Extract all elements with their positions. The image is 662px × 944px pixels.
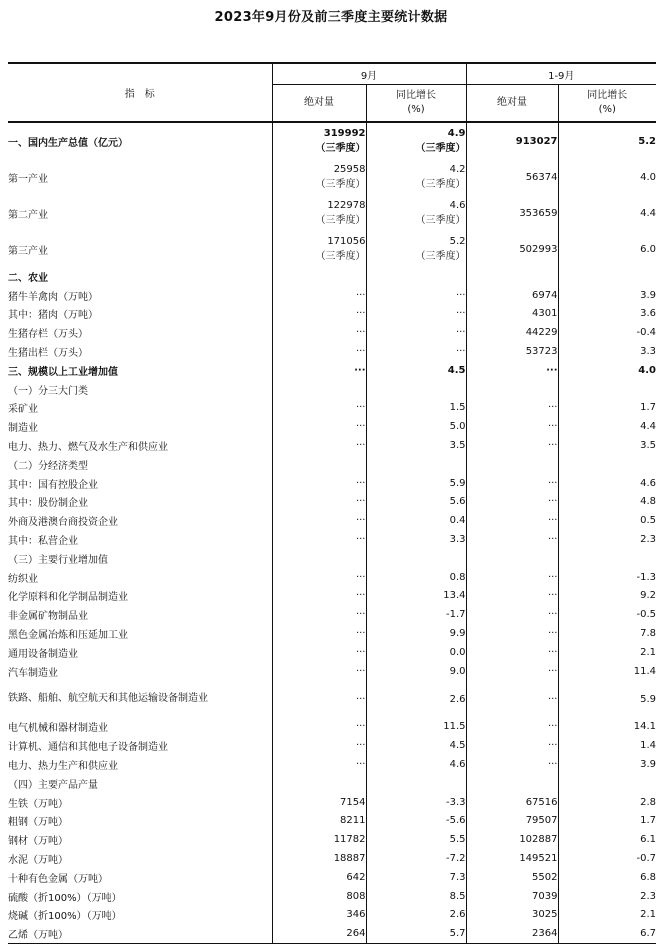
row-label: （四）主要产品产量 [8,779,98,791]
table-row [8,195,656,231]
ytd-yoy-cell: 3.9 [558,286,656,305]
month-abs-cell: 171056 （三季度） [272,231,366,267]
ytd-yoy-cell: 1.7 [558,812,656,831]
table-row [8,624,656,643]
ytd-abs-cell: ··· [466,568,558,587]
ytd-yoy-cell: -0.4 [558,323,656,342]
ytd-yoy-cell: 2.8 [558,793,656,812]
month-abs-cell: ··· [272,511,366,530]
ytd-abs-cell: 79507 [466,812,558,831]
ytd-abs-cell [466,380,558,399]
table-row [8,849,656,868]
row-label: 烧碱（折100%）（万吨） [8,911,122,923]
ytd-abs-cell: 102887 [466,830,558,849]
ytd-group-header: 1-9月 [466,63,656,85]
row-label: 猪牛羊禽肉（万吨） [8,291,98,303]
month-abs-cell [272,774,366,793]
table-row [8,380,656,399]
ytd-abs-cell: 913027 [466,122,558,159]
row-label: 黑色金属冶炼和压延加工业 [8,630,128,642]
month-abs-cell: ··· [272,305,366,324]
table-row [8,924,656,943]
month-yoy-cell: 4.6 [366,755,466,774]
month-abs-cell: 8211 [272,812,366,831]
ytd-abs-cell: ··· [466,587,558,606]
table-row [8,830,656,849]
month-yoy-cell [366,774,466,793]
row-label: 钢材（万吨） [8,836,68,848]
month-abs-cell: ··· [272,474,366,493]
table-row [8,530,656,549]
ytd-abs-cell: 5502 [466,868,558,887]
month-yoy-cell: 5.2 （三季度） [366,231,466,267]
table-row [8,342,656,361]
ytd-abs-cell: ··· [466,681,558,718]
month-abs-cell: ··· [272,587,366,606]
ytd-abs-cell: ··· [466,493,558,512]
row-label: 制造业 [8,423,38,435]
ytd-abs-cell: 53723 [466,342,558,361]
row-label: 粗钢（万吨） [8,817,68,829]
row-label: 第一产业 [8,173,48,185]
ytd-abs-cell: 44229 [466,323,558,342]
row-label: 第三产业 [8,245,48,257]
table-row [8,774,656,793]
month-abs-cell: 319992 （三季度） [272,122,366,159]
table-row [8,587,656,606]
month-yoy-cell: ··· [366,305,466,324]
table-row [8,417,656,436]
month-abs-cell: ··· [272,681,366,718]
row-label: 铁路、船舶、航空航天和其他运输设备制造业 [8,693,208,705]
ytd-abs-cell: ··· [466,643,558,662]
ytd-yoy-cell: 2.3 [558,530,656,549]
table-row [8,906,656,925]
ytd-yoy-cell: 6.1 [558,830,656,849]
ytd-yoy-cell: -0.5 [558,605,656,624]
ytd-yoy-cell: 4.8 [558,493,656,512]
row-label: 生猪存栏（万头） [8,329,88,341]
ytd-abs-header: 绝对量 [466,85,558,123]
month-abs-cell: 808 [272,887,366,906]
ytd-yoy-cell: 4.0 [558,361,656,380]
month-abs-cell: ··· [272,736,366,755]
row-label: 其中：国有控股企业 [8,479,98,491]
month-yoy-cell: 8.5 [366,887,466,906]
month-abs-cell: ··· [272,417,366,436]
ytd-abs-cell: ··· [466,417,558,436]
month-yoy-cell: 5.6 [366,493,466,512]
ytd-yoy-cell: 2.1 [558,906,656,925]
month-yoy-header: 同比增长 (%) [366,85,466,123]
table-row [8,286,656,305]
row-label: 电力、热力生产和供应业 [8,761,118,773]
month-abs-cell: 11782 [272,830,366,849]
month-yoy-cell: ··· [366,286,466,305]
ytd-abs-cell: 67516 [466,793,558,812]
table-row [8,643,656,662]
row-label: 通用设备制造业 [8,648,78,660]
month-yoy-cell: 2.6 [366,681,466,718]
table-row [8,812,656,831]
month-yoy-cell: 5.5 [366,830,466,849]
month-abs-header: 绝对量 [272,85,366,123]
ytd-abs-cell [466,267,558,286]
ytd-abs-cell: ··· [466,605,558,624]
month-abs-cell: 25958 （三季度） [272,159,366,195]
month-yoy-cell [366,455,466,474]
table-row [8,436,656,455]
row-label: 二、农业 [8,272,48,284]
table-row [8,549,656,568]
month-yoy-cell: 4.6 （三季度） [366,195,466,231]
statistics-table [8,62,656,944]
ytd-yoy-cell: 1.7 [558,399,656,418]
ytd-abs-cell: ··· [466,474,558,493]
row-label: 三、规模以上工业增加值 [8,366,118,378]
row-label: 外商及港澳台商投资企业 [8,517,118,529]
month-yoy-cell: -5.6 [366,812,466,831]
ytd-yoy-cell: 14.1 [558,718,656,737]
row-label: 电气机械和器材制造业 [8,723,108,735]
row-label: （一）分三大门类 [8,385,88,397]
ytd-abs-cell: 4301 [466,305,558,324]
month-abs-cell [272,380,366,399]
ytd-yoy-cell: 3.5 [558,436,656,455]
table-row [8,455,656,474]
ytd-abs-cell: 7039 [466,887,558,906]
month-yoy-cell: 2.6 [366,906,466,925]
month-yoy-cell: ··· [366,342,466,361]
row-label: （二）分经济类型 [8,460,88,472]
month-abs-cell: ··· [272,624,366,643]
row-label: 水泥（万吨） [8,855,68,866]
ytd-abs-cell: ··· [466,624,558,643]
table-row [8,681,656,718]
ytd-yoy-cell: 5.2 [558,122,656,159]
table-row [8,868,656,887]
ytd-yoy-header: 同比增长 (%) [558,85,656,123]
month-abs-cell: 264 [272,924,366,943]
month-abs-cell: ··· [272,399,366,418]
month-yoy-cell: -3.3 [366,793,466,812]
ytd-abs-cell: ··· [466,361,558,380]
table-row [8,605,656,624]
month-yoy-cell: 3.5 [366,436,466,455]
table-row [8,267,656,286]
month-abs-cell: 18887 [272,849,366,868]
month-abs-cell: ··· [272,568,366,587]
month-yoy-cell: 0.4 [366,511,466,530]
month-yoy-cell: ··· [366,323,466,342]
ytd-yoy-cell: 4.4 [558,195,656,231]
month-abs-cell: 346 [272,906,366,925]
table-row [8,887,656,906]
month-abs-cell: ··· [272,530,366,549]
row-label: 计算机、通信和其他电子设备制造业 [8,742,168,754]
table-row [8,511,656,530]
ytd-abs-cell: 6974 [466,286,558,305]
month-abs-cell [272,455,366,474]
month-abs-cell: ··· [272,323,366,342]
month-yoy-cell: 3.3 [366,530,466,549]
table-row [8,361,656,380]
table-row [8,736,656,755]
month-abs-cell [272,267,366,286]
ytd-abs-cell: 2364 [466,924,558,943]
month-yoy-cell: 5.7 [366,924,466,943]
table-row [8,323,656,342]
ytd-abs-cell: 502993 [466,231,558,267]
month-yoy-cell: 1.5 [366,399,466,418]
table-row [8,159,656,195]
ytd-yoy-cell: 4.6 [558,474,656,493]
month-yoy-cell: 13.4 [366,587,466,606]
row-label: 生铁（万吨） [8,798,68,810]
indicator-header: 指 标 [8,63,272,122]
row-label: 一、国内生产总值（亿元） [8,137,128,149]
month-yoy-cell: 4.5 [366,361,466,380]
table-row [8,755,656,774]
table-row [8,568,656,587]
month-yoy-cell: 4.5 [366,736,466,755]
month-yoy-cell: -1.7 [366,605,466,624]
ytd-abs-cell: ··· [466,718,558,737]
month-yoy-cell: 0.8 [366,568,466,587]
table-row [8,122,656,159]
row-label: 其中：猪肉（万吨） [8,310,98,322]
row-label: 第二产业 [8,209,48,221]
month-abs-cell: ··· [272,718,366,737]
table-row [8,662,656,681]
ytd-abs-cell [466,455,558,474]
ytd-abs-cell: ··· [466,662,558,681]
row-label: 采矿业 [8,404,38,416]
row-label: 非金属矿物制品业 [8,611,88,623]
month-abs-cell: ··· [272,662,366,681]
ytd-abs-cell: 3025 [466,906,558,925]
ytd-yoy-cell: 3.6 [558,305,656,324]
ytd-yoy-cell: 5.9 [558,681,656,718]
ytd-abs-cell: ··· [466,736,558,755]
ytd-yoy-cell: 4.0 [558,159,656,195]
table-row [8,305,656,324]
table-row [8,718,656,737]
month-abs-cell [272,549,366,568]
month-abs-cell: 122978 （三季度） [272,195,366,231]
row-label: 十种有色金属（万吨） [8,873,108,885]
ytd-yoy-cell: 3.3 [558,342,656,361]
month-yoy-cell: 4.9 （三季度） [366,122,466,159]
month-yoy-cell: 5.9 [366,474,466,493]
ytd-yoy-cell: 0.5 [558,511,656,530]
row-label: 其中：股份制企业 [8,498,88,510]
ytd-abs-cell: 353659 [466,195,558,231]
ytd-yoy-cell: 2.1 [558,643,656,662]
month-abs-cell: ··· [272,361,366,380]
month-abs-cell: ··· [272,286,366,305]
ytd-abs-cell: 56374 [466,159,558,195]
month-group-header: 9月 [272,63,466,85]
row-label: 硫酸（折100%）（万吨） [8,892,122,904]
ytd-yoy-cell: 6.0 [558,231,656,267]
row-label: 汽车制造业 [8,667,58,679]
month-yoy-cell: 5.0 [366,417,466,436]
ytd-yoy-cell: 6.8 [558,868,656,887]
ytd-yoy-cell: 1.4 [558,736,656,755]
month-yoy-cell: 7.3 [366,868,466,887]
month-yoy-cell: 9.0 [366,662,466,681]
row-label: 生猪出栏（万头） [8,348,88,360]
month-yoy-cell: 9.9 [366,624,466,643]
month-abs-cell: ··· [272,342,366,361]
ytd-yoy-cell: 2.3 [558,887,656,906]
ytd-yoy-cell: 6.7 [558,924,656,943]
ytd-yoy-cell: -1.3 [558,568,656,587]
ytd-yoy-cell: 9.2 [558,587,656,606]
month-yoy-cell [366,380,466,399]
ytd-yoy-cell: -0.7 [558,849,656,868]
table-row [8,793,656,812]
table-row [8,474,656,493]
ytd-abs-cell [466,549,558,568]
ytd-abs-cell: ··· [466,530,558,549]
month-abs-cell: 642 [272,868,366,887]
month-yoy-cell: -7.2 [366,849,466,868]
ytd-yoy-cell [558,380,656,399]
ytd-abs-cell: 149521 [466,849,558,868]
table-row [8,231,656,267]
month-yoy-cell: 11.5 [366,718,466,737]
ytd-yoy-cell: 7.8 [558,624,656,643]
ytd-yoy-cell [558,267,656,286]
month-abs-cell: ··· [272,755,366,774]
month-abs-cell: 7154 [272,793,366,812]
ytd-yoy-cell [558,549,656,568]
month-abs-cell: ··· [272,605,366,624]
month-yoy-cell: 0.0 [366,643,466,662]
ytd-abs-cell: ··· [466,436,558,455]
document-title: 2023年9月份及前三季度主要统计数据 [214,10,448,25]
ytd-abs-cell [466,774,558,793]
ytd-abs-cell: ··· [466,399,558,418]
row-label: 乙烯（万吨） [8,924,272,943]
table-row [8,493,656,512]
month-abs-cell: ··· [272,493,366,512]
month-abs-cell: ··· [272,436,366,455]
month-yoy-cell [366,549,466,568]
month-abs-cell: ··· [272,643,366,662]
ytd-yoy-cell: 3.9 [558,755,656,774]
month-yoy-cell: 4.2 （三季度） [366,159,466,195]
row-label: 其中：私营企业 [8,536,78,548]
row-label: 电力、热力、燃气及水生产和供应业 [8,442,168,454]
ytd-yoy-cell [558,774,656,793]
month-yoy-cell [366,267,466,286]
ytd-abs-cell: ··· [466,511,558,530]
ytd-yoy-cell: 11.4 [558,662,656,681]
ytd-yoy-cell [558,455,656,474]
ytd-yoy-cell: 4.4 [558,417,656,436]
row-label: 纺织业 [8,573,38,585]
row-label: 化学原料和化学制品制造业 [8,592,128,604]
table-row [8,399,656,418]
row-label: （三）主要行业增加值 [8,554,108,566]
ytd-abs-cell: ··· [466,755,558,774]
